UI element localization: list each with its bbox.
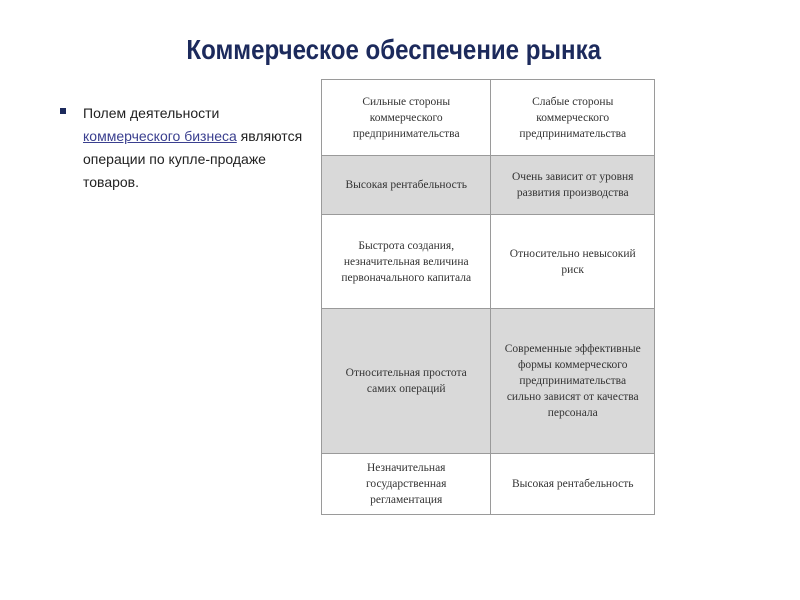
header-weaknesses: Слабые стороны коммерческого предпринимательства [491,80,655,156]
table-row [322,454,655,515]
slide-title: Коммерческое обеспечение рынка [186,34,602,65]
bullet-text-after: являются операции по купле-продаже товаров. [83,128,303,190]
table-row [322,215,655,309]
weakness-cell: Высокая рентабельность [491,454,655,515]
bullet-text [83,102,312,194]
commercial-business-link[interactable]: коммерческого бизнеса [83,128,237,144]
bullet-text-before: Полем деятельности [83,105,220,121]
bullet-square-icon [60,108,66,114]
table-row [322,309,655,454]
strength-cell: Быстрота создания, незначительная величина первоначального капитала [322,215,491,309]
table-header-row [322,80,655,156]
weakness-cell: Современные эффективные формы коммерческого предпринимательства сильно зависят от качества персонала [491,309,655,454]
strength-cell: Незначительная государственная регламентация [322,454,491,515]
strengths-weaknesses-table [321,79,655,515]
strength-cell: Относительная простота самих операций [322,309,491,454]
weakness-cell: Относительно невысокий риск [491,215,655,309]
header-strengths: Сильные стороны коммерческого предпринимательства [322,80,491,156]
bullet-list [60,102,312,194]
table-row [322,156,655,215]
strength-cell: Высокая рентабельность [322,156,491,215]
weakness-cell: Очень зависит от уровня развития производства [491,156,655,215]
